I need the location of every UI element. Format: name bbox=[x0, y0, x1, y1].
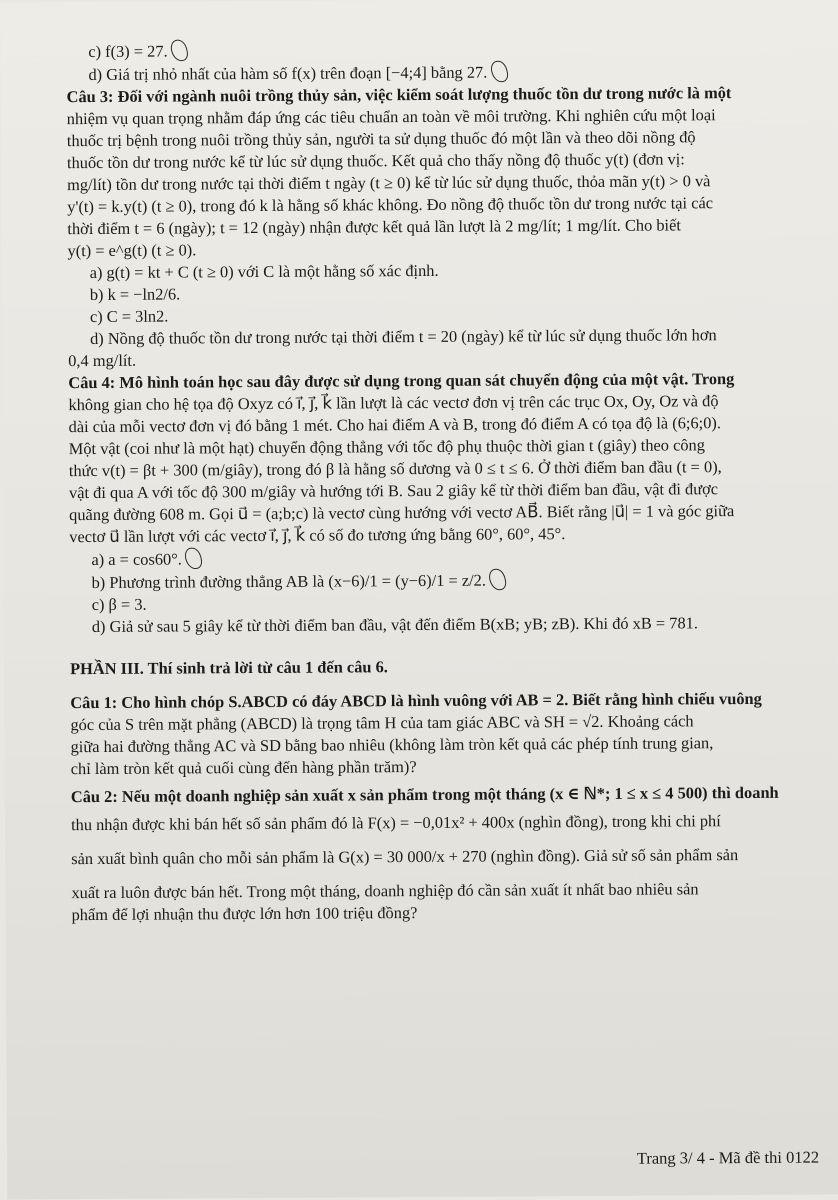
line-text: a) g(t) = kt + C (t ≥ 0) với C là một hằng số xác định. bbox=[89, 260, 439, 283]
line-text: d) Nồng độ thuốc tồn dư trong nước tại thời điểm t = 20 (ngày) kể từ lúc sử dụng thuốc lớn hơn bbox=[90, 325, 717, 349]
line-text: nhiệm vụ quan trọng nhằm đáp ứng các tiêu chuẩn an toàn về môi trường. Khi nghiên cứu một loại bbox=[66, 105, 716, 129]
line-text: phẩm để lợi nhuận thu được lớn hơn 100 triệu đồng? bbox=[71, 903, 418, 925]
line-text: vật đi qua A với tốc độ 300 m/giây và hướng tới B. Sau 2 giây kể từ thời điểm ban đầu, vật đi được bbox=[68, 479, 719, 503]
line-text: Câu 4: Mô hình toán học sau đây được sử dụng trong quan sát chuyển động của một vật. Trong bbox=[68, 369, 735, 393]
text-line-l04 bbox=[67, 104, 813, 131]
line-text: thu nhận được khi bán hết số sản phẩm đó là F(x) = −0,01x² + 400x (nghìn đồng), trong khi chi phí bbox=[70, 811, 721, 835]
line-text: c) β = 3. bbox=[91, 594, 147, 615]
line-text: b) k = −ln2/6. bbox=[89, 284, 181, 305]
line-text: sản xuất bình quân cho mỗi sản phẩm là G(x) = 30 000/x + 270 (nghìn đồng). Giả sử số sản phẩm sản bbox=[71, 845, 739, 869]
line-text: không gian cho hệ tọa độ Oxyz có i⃗, j⃗, k⃗ lần lượt là các vectơ đơn vị trên các trục Ox, Oy, Oz và độ bbox=[68, 391, 719, 415]
text-line-l34 bbox=[71, 810, 817, 837]
line-text: góc của S trên mặt phẳng (ABCD) là trọng tâm H của tam giác ABC và SH = √2. Khoảng cách bbox=[70, 711, 694, 735]
line-text: c) C = 3ln2. bbox=[89, 306, 169, 327]
line-text: d) Giá trị nhỏ nhất của hàm số f(x) trên đoạn [−4;4] bằng 27. bbox=[88, 62, 488, 85]
line-text: PHẦN III. Thí sinh trả lời từ câu 1 đến câu 6. bbox=[70, 657, 388, 679]
line-text: chỉ làm tròn kết quả cuối cùng đến hàng phần trăm)? bbox=[70, 757, 417, 779]
question-line-l28 bbox=[70, 654, 816, 681]
page-footer: Trang 3/ 4 - Mã đề thi 0122 bbox=[636, 1147, 820, 1168]
line-text: vectơ u⃗ lần lượt với các vectơ i⃗, j⃗, k⃗ có số đo tương ứng bằng 60°, 60°, 45°. bbox=[69, 524, 566, 547]
exam-text-body bbox=[66, 36, 817, 927]
line-text: quãng đường 608 m. Gọi u⃗ = (a;b;c) là vectơ cùng hướng với vectơ AB⃗. Biết rằng |u⃗| = 1 và góc giữa bbox=[69, 501, 735, 525]
text-line-l27 bbox=[92, 612, 816, 638]
text-line-l31 bbox=[70, 732, 816, 759]
line-text: thức v(t) = βt + 300 (m/giây), trong đó β là hằng số dương và 0 ≤ t ≤ 6. Ở thời điểm ban đầu (t = 0), bbox=[68, 457, 722, 481]
line-text: c) f(3) = 27. bbox=[88, 41, 168, 62]
line-text: Câu 2: Nếu một doanh nghiệp sản xuất x sản phẩm trong một tháng (x ∈ ℕ*; 1 ≤ x ≤ 4 500) thì doanh bbox=[70, 782, 779, 807]
line-text: Câu 1: Cho hình chóp S.ABCD có đáy ABCD là hình vuông với AB = 2. Biết rằng hình chiếu vuông bbox=[70, 688, 762, 713]
line-text: Một vật (coi như là một hạt) chuyển động thẳng với tốc độ phụ thuộc thời gian t (giây) theo công bbox=[68, 435, 705, 459]
line-text: a) a = cos60°. bbox=[91, 549, 182, 570]
line-text: giữa hai đường thẳng AC và SD bằng bao nhiêu (không làm tròn kết quả các phép tính trung gian, bbox=[70, 733, 714, 757]
handwritten-mark-icon bbox=[184, 546, 204, 571]
handwritten-mark-icon bbox=[169, 38, 189, 63]
text-line-l35 bbox=[71, 844, 817, 871]
line-text: xuất ra luôn được bán hết. Trong một tháng, doanh nghiệp đó cần sản xuất ít nhất bao nhiêu sản bbox=[71, 879, 699, 903]
text-line-l37 bbox=[72, 900, 818, 927]
line-text: 0,4 mg/lít. bbox=[68, 350, 137, 371]
text-line-l22 bbox=[69, 500, 815, 527]
question-line-l29 bbox=[70, 688, 816, 715]
line-text: d) Giả sử sau 5 giây kể từ thời điểm ban đầu, vật đến điểm B(xB; yB; zB). Khi đó xB = 781. bbox=[91, 613, 698, 637]
line-text: y(t) = e^g(t) (t ≥ 0). bbox=[67, 240, 197, 261]
line-text: y'(t) = k.y(t) (t ≥ 0), trong đó k là hằng số khác không. Đo nồng độ thuốc tồn dư trong nước tại các bbox=[67, 193, 714, 217]
text-line-l14 bbox=[90, 324, 814, 350]
line-text: thuốc tồn dư trong nước kể từ lúc sử dụng thuốc. Kết quả cho thấy nồng độ thuốc y(t) (đơn vị: bbox=[66, 149, 685, 173]
line-text: b) Phương trình đường thẳng AB là (x−6)/1 = (y−6)/1 = z/2. bbox=[91, 570, 487, 593]
handwritten-mark-icon bbox=[489, 59, 509, 84]
line-text: thời điểm t = 6 (ngày); t = 12 (ngày) nhận được kết quả lần lượt là 2 mg/lít; 1 mg/lít. Cho biết bbox=[67, 215, 681, 239]
text-line-l32 bbox=[71, 754, 817, 781]
line-text: mg/lít) tồn dư trong nước tại thời điểm t ngày (t ≥ 0) kể từ lúc sử dụng thuốc, thỏa mãn y(t) > 0 và bbox=[67, 171, 711, 195]
line-text: dài của mỗi vectơ đơn vị đó bằng 1 mét. Cho hai điểm A và B, trong đó điểm A có tọa độ là (6;6;0). bbox=[68, 413, 722, 437]
line-text: Câu 3: Đối với ngành nuôi trồng thủy sản, việc kiểm soát lượng thuốc tồn dư trong nước là một bbox=[66, 83, 732, 107]
text-line-l08 bbox=[67, 192, 813, 219]
line-text: thuốc trị bệnh trong nuôi trồng thủy sản, người ta sử dụng thuốc đó một lần và theo dõi nồng độ bbox=[66, 127, 696, 151]
question-line-l33 bbox=[71, 782, 817, 809]
handwritten-mark-icon bbox=[488, 567, 508, 592]
